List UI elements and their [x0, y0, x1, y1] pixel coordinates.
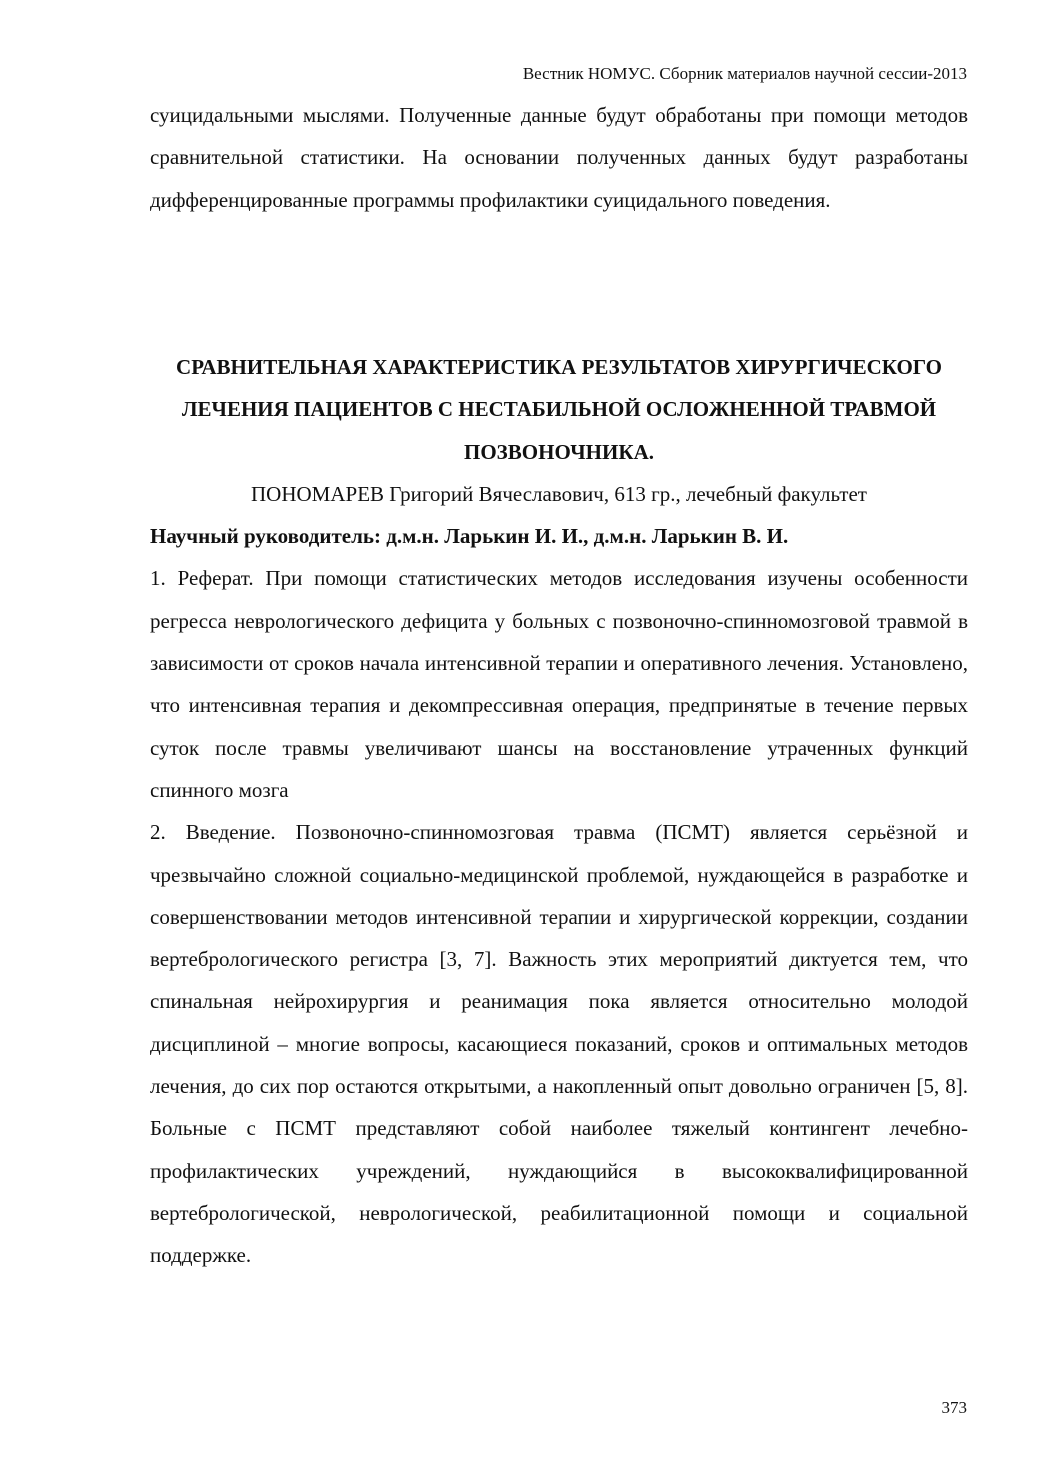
abstract-paragraph: 1. Реферат. При помощи статистических методов исследования изучены особенности регресса неврологического дефицита у больных с позвоночно-спинномозговой травмой в зависимости от сроков начала интенсивной терапии и оперативного лечения. Установлено, что интенсивная терапия и декомпрессивная операция, предпринятые в течение первых суток после травмы увеличивают шансы на восстановление утраченных функций спинного мозга [150, 566, 968, 802]
article-authors: ПОНОМАРЕВ Григорий Вячеславович, 613 гр., лечебный факультет [251, 481, 867, 506]
article-title: СРАВНИТЕЛЬНАЯ ХАРАКТЕРИСТИКА РЕЗУЛЬТАТОВ ХИРУРГИЧЕСКОГО ЛЕЧЕНИЯ ПАЦИЕНТОВ С НЕСТАБИЛЬНОЙ ОСЛОЖНЕННОЙ ТРАВМОЙ ПОЗВОНОЧНИКА. [176, 355, 942, 464]
article-supervisor: Научный руководитель: д.м.н. Ларькин И. И., д.м.н. Ларькин В. И. [150, 524, 789, 549]
previous-article-continuation [150, 94, 968, 221]
article [150, 346, 968, 1277]
introduction-paragraph: 2. Введение. Позвоночно-спинномозговая травма (ПСМТ) является серьёзной и чрезвычайно сложной социально-медицинской проблемой, нуждающейся в разработке и совершенствовании методов интенсивной терапии и хирургической коррекции, создании вертебрологического регистра [3, 7]. Важность этих мероприятий диктуется тем, что спинальная нейрохирургия и реанимация пока является относительно молодой дисциплиной – многие вопросы, касающиеся показаний, сроков и оптимальных методов лечения, до сих пор остаются открытыми, а накопленный опыт довольно ограничен [5, 8]. Больные с ПСМТ представляют собой наиболее тяжелый контингент лечебно-профилактических учреждений, нуждающийся в высококвалифицированной вертебрологической, неврологической, реабилитационной помощи и социальной поддержке. [150, 820, 968, 1268]
running-header: Вестник НОМУС. Сборник материалов научной сессии-2013 [522, 64, 967, 83]
page-number: 373 [941, 1398, 967, 1417]
continuation-paragraph: суицидальными мыслями. Полученные данные будут обработаны при помощи методов сравнительной статистики. На основании полученных данных будут разработаны дифференцированные программы профилактики суицидального поведения. [150, 103, 968, 212]
